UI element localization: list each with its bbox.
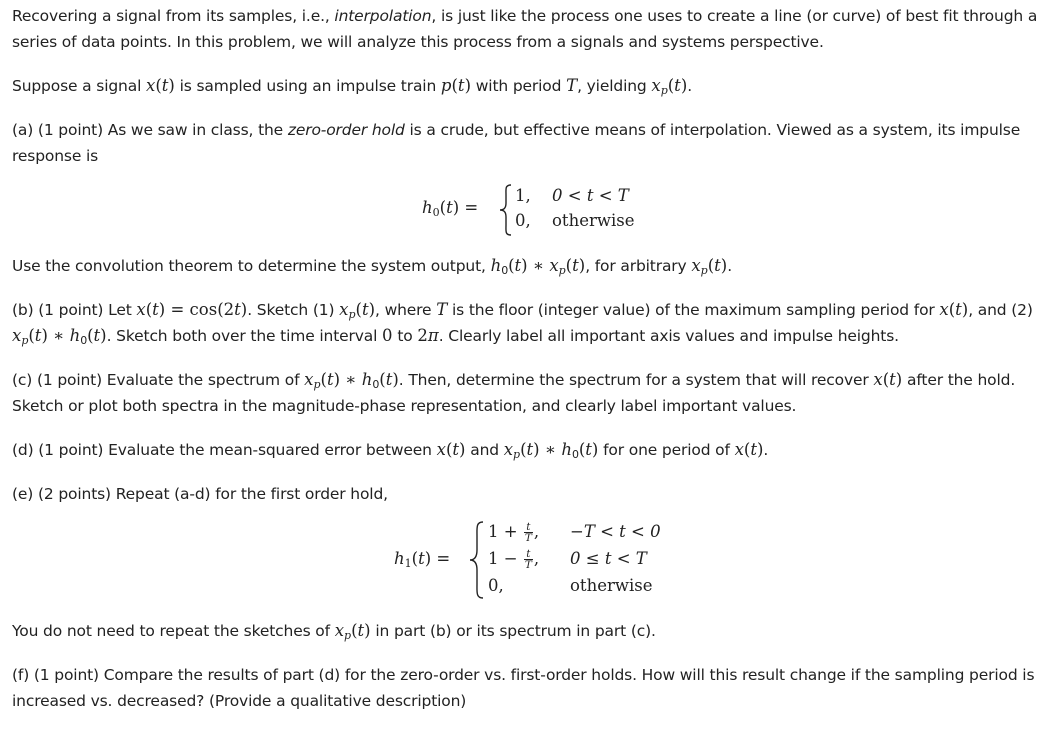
part-b-text: . Sketch both over the time interval xyxy=(106,327,383,345)
setup-paragraph: Suppose a signal x(t) is sampled using an impulse train p(t) with period T, yielding $x_p(t)$. xyxy=(12,76,693,97)
left-brace xyxy=(499,183,513,241)
part-c-paragraph: (c) (1 point) Evaluate the spectrum of $x_p(t)$ ∗ $h_0(t)$. Then, determine the spectrum for a system that will recover x(t) after the hold. Sketch or plot both spectra in the magnitude-phase representation, and clearly label important values. xyxy=(12,370,1016,415)
equation-first-order-hold: $h_1(t)$ = 1 + $\frac{t}{T}$ , −T < t < 0 1 − $\frac{t}{T}$ , 0 ≤ t < T 0, otherwise xyxy=(394,522,684,602)
intro-paragraph xyxy=(12,3,1038,55)
part-d-text: . xyxy=(763,441,769,459)
part-b-text: , and (2) xyxy=(968,301,1033,319)
setup-text: . xyxy=(687,77,693,95)
part-b-text: . Sketch (1) xyxy=(247,301,340,319)
eq-a-row1-value: 1, xyxy=(515,186,531,205)
part-a-emphasis: zero-order hold xyxy=(287,121,405,139)
part-a-text-continued: is a crude, but effective means of interpolation. Viewed as a system, its impulse response is xyxy=(12,121,1021,165)
math-xp-of-t: $x_p$ xyxy=(651,76,668,97)
eq-a-row2-condition: otherwise xyxy=(552,211,635,230)
eq-e-row1-condition: −T < t < 0 xyxy=(570,522,661,541)
intro-text: Recovering a signal from its samples, i.e., xyxy=(12,7,335,25)
eq-e-row2-value: 1 − $\frac{t}{T}$ , xyxy=(488,548,540,571)
part-b-text: is the floor (integer value) of the maximum sampling period for xyxy=(447,301,940,319)
part-b-paragraph: (b) (1 point) Let x(t) = cos(2t). Sketch (1) $x_p(t)$, where T is the floor (integer value) of the maximum sampling period for x(t), and (2) $x_p(t)$ ∗ $h_0(t)$. Sketch both over the time interval 0 to 2π. Clearly label all important axis values and impulse heights. xyxy=(12,300,1033,347)
part-f-text: (f) (1 point) Compare the results of part (d) for the zero-order vs. first-order holds. How will this result change if the sampling period is increased vs. decreased? (Provide a qualitative description) xyxy=(12,666,1035,710)
part-d-text: for one period of xyxy=(598,441,735,459)
part-a-followup-text: , for arbitrary xyxy=(585,257,692,275)
part-e-note-text: in part (b) or its spectrum in part (c). xyxy=(370,622,656,640)
part-b-text: to xyxy=(392,327,418,345)
part-a-text: (a) (1 point) As we saw in class, the xyxy=(12,121,288,139)
part-e-paragraph xyxy=(12,481,1038,507)
part-c-text: . Then, determine the spectrum for a system that will recover xyxy=(398,371,874,389)
eq-a-row2-value: 0, xyxy=(515,211,531,230)
part-e-note-text: You do not need to repeat the sketches of xyxy=(12,622,335,640)
part-f-paragraph xyxy=(12,662,1038,714)
eq-e-row1-value: 1 + $\frac{t}{T}$ , xyxy=(488,521,540,544)
intro-text-continued: , is just like the process one uses to create a line (or curve) of best fit through a series of data points. In this problem, we will analyze this process from a signals and systems perspective. xyxy=(12,7,1038,51)
part-a-followup-text: . xyxy=(727,257,732,275)
math-x-of-t: x xyxy=(146,76,156,95)
math-T: T xyxy=(566,76,578,95)
part-b-text: (b) (1 point) Let xyxy=(12,301,137,319)
left-brace xyxy=(469,520,485,604)
part-d-text: and xyxy=(465,441,504,459)
eq-a-row1-condition: 0 < t < T xyxy=(552,186,629,205)
part-e-note: You do not need to repeat the sketches of $x_p(t)$ in part (b) or its spectrum in part (c). xyxy=(12,621,656,642)
setup-text: Suppose a signal xyxy=(12,77,147,95)
part-d-text: (d) (1 point) Evaluate the mean-squared error between xyxy=(12,441,437,459)
setup-text: with period xyxy=(471,77,567,95)
part-c-text: after the hold. Sketch or plot both spectra in the magnitude-phase representation, and clearly label important values. xyxy=(12,371,1016,415)
setup-text: is sampled using an impulse train xyxy=(174,77,441,95)
part-e-text: (e) (2 points) Repeat (a-d) for the first order hold, xyxy=(12,485,388,503)
setup-text: , yielding xyxy=(577,77,652,95)
eq-e-row3-condition: otherwise xyxy=(570,576,653,595)
part-a-paragraph xyxy=(12,117,1038,169)
part-b-text: , where xyxy=(375,301,437,319)
part-a-followup: Use the convolution theorem to determine the system output, $h_0(t)$ ∗ $x_p(t)$, for arbitrary $x_p(t)$. xyxy=(12,256,732,277)
part-c-text: (c) (1 point) Evaluate the spectrum of xyxy=(12,371,305,389)
part-d-paragraph: (d) (1 point) Evaluate the mean-squared error between x(t) and $x_p(t)$ ∗ $h_0(t)$ for one period of x(t). xyxy=(12,440,769,461)
eq-e-row3-value: 0, xyxy=(488,576,504,595)
math-p-of-t: p xyxy=(440,76,452,95)
part-b-text: . Clearly label all important axis values and impulse heights. xyxy=(438,327,899,345)
equation-zero-order-hold: $h_0(t)$ = 1, 0 < t < T 0, otherwise xyxy=(422,186,662,238)
eq-e-row2-condition: 0 ≤ t < T xyxy=(570,549,647,568)
part-a-followup-text: Use the convolution theorem to determine the system output, xyxy=(12,257,491,275)
intro-emphasis: interpolation xyxy=(334,7,432,25)
